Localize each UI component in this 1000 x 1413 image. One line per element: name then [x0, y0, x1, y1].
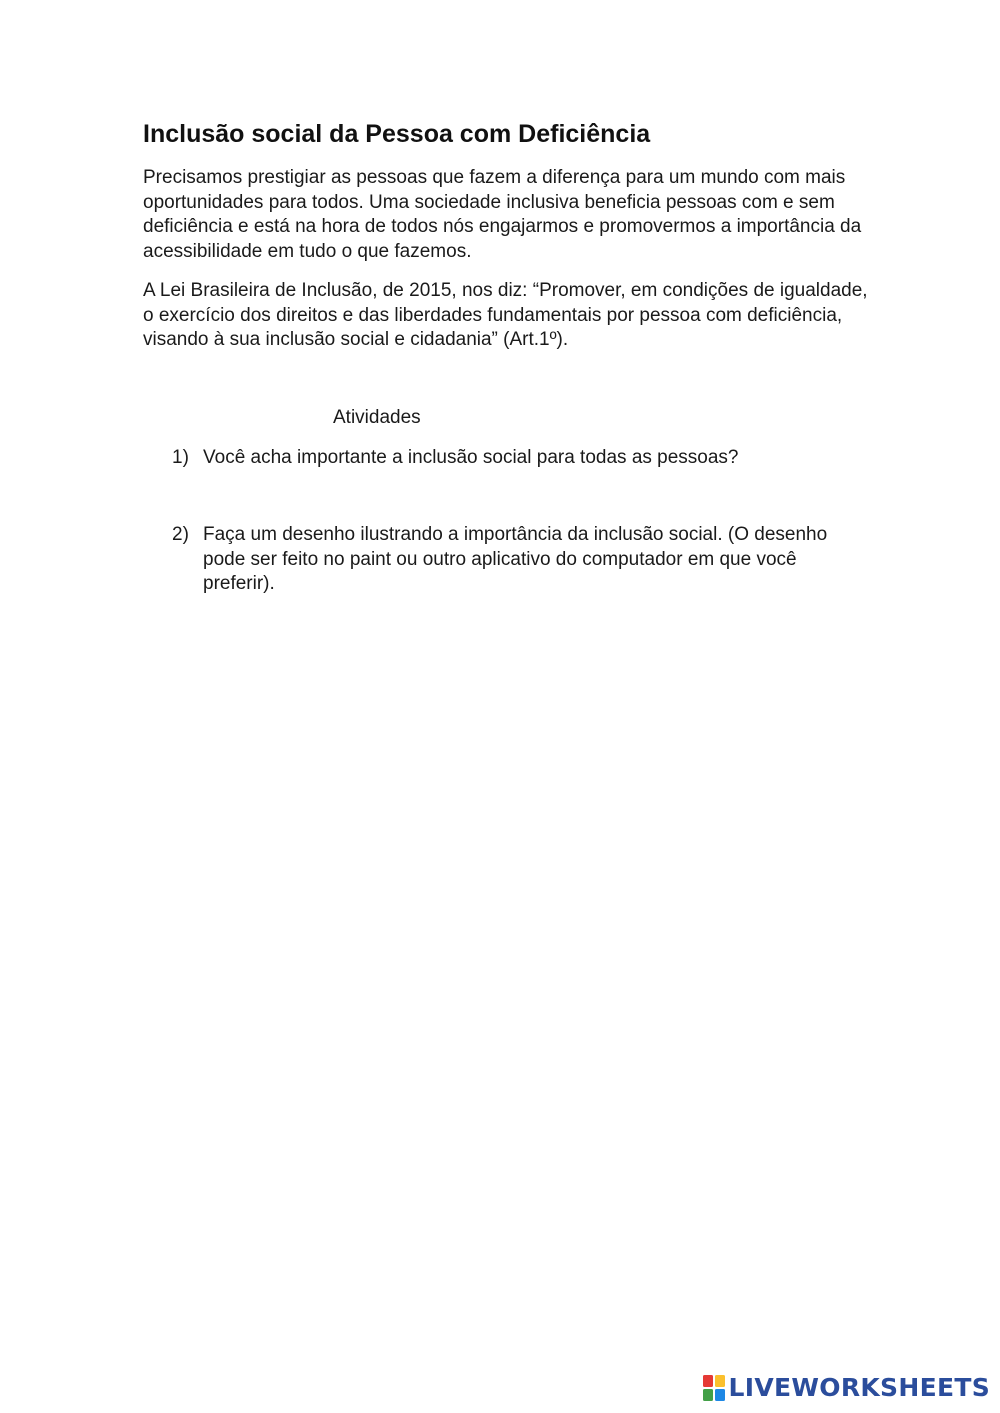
liveworksheets-logo	[703, 1371, 990, 1405]
law-quote-paragraph: A Lei Brasileira de Inclusão, de 2015, nos diz: “Promover, em condições de igualdade, o exercício dos direitos e das liberdades fundamentais por pessoa com deficiência, visando à sua inclusão social e cidadania” (Art.1º).	[143, 280, 868, 351]
brand-name: LIVEWORKSHEETS	[728, 1373, 990, 1402]
intro-paragraph: Precisamos prestigiar as pessoas que fazem a diferença para um mundo com mais oportunidades para todos. Uma sociedade inclusiva beneficia pessoas com e sem deficiência e está na hora de todos nós engajarmos e promovermos a importância da acessibilidade em tudo o que fazemos.	[143, 167, 862, 262]
question-text: Faça um desenho ilustrando a importância da inclusão social. (O desenho pode ser feito no paint ou outro aplicativo do computador em que você preferir).	[203, 524, 828, 595]
question-item	[172, 523, 872, 597]
liveworksheets-logo-icon	[703, 1375, 725, 1401]
page-title: Inclusão social da Pessoa com Deficiência	[143, 120, 651, 148]
question-text: Você acha importante a inclusão social para todas as pessoas?	[203, 447, 739, 468]
question-number: 1)	[172, 447, 189, 468]
activities-heading: Atividades	[333, 407, 421, 428]
question-number: 2)	[172, 524, 189, 545]
question-item	[172, 446, 872, 471]
